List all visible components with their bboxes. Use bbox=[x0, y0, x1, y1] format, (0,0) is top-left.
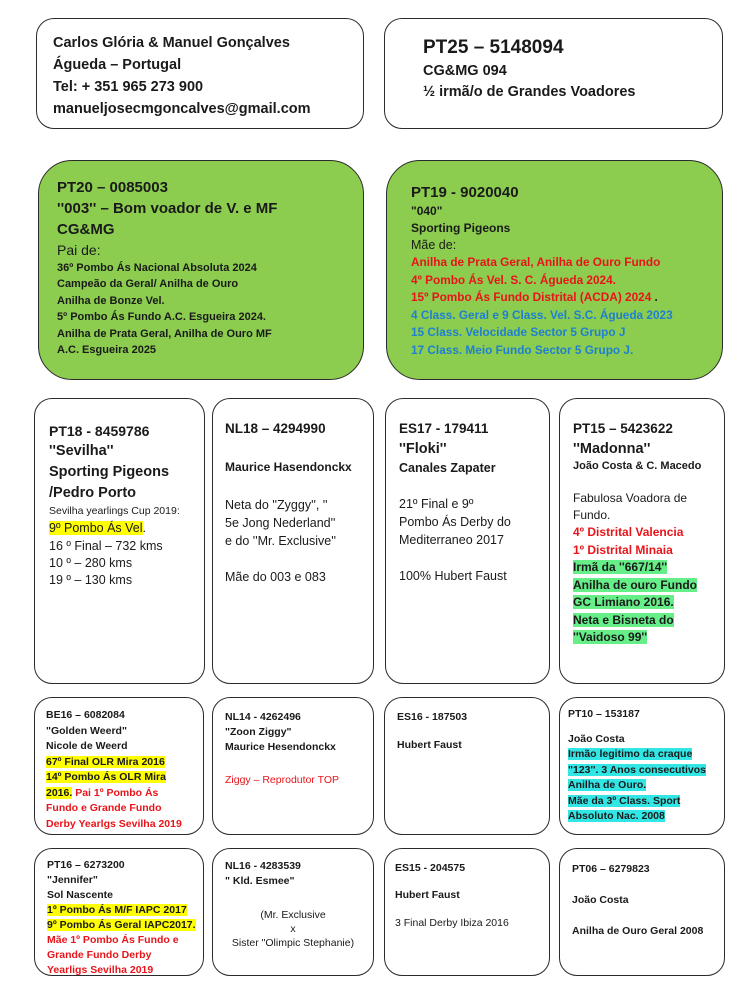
owner-email: manueljosecmgoncalves@gmail.com bbox=[53, 101, 311, 117]
father-ring: PT20 – 0085003 bbox=[57, 179, 168, 196]
grandparent-card-4 bbox=[559, 398, 725, 684]
great-grandparent-card-8 bbox=[559, 848, 725, 976]
ggp7-ring: ES15 - 204575 bbox=[395, 862, 466, 874]
grandparent-card-3 bbox=[385, 398, 550, 684]
great-grandparent-card-6 bbox=[212, 848, 374, 976]
gp2-breeder: Maurice Hasendonckx bbox=[225, 460, 352, 474]
mother-breeder: Sporting Pigeons bbox=[411, 221, 511, 235]
great-grandparent-card-7 bbox=[384, 848, 550, 976]
ggp1-breeder: Nicole de Weerd bbox=[46, 740, 128, 752]
main-code: CG&MG 094 bbox=[423, 63, 507, 79]
gp4-green-note: Anilha de ouro Fundo bbox=[573, 577, 697, 592]
ggp4-cyan-note: Anilha de Ouro. bbox=[568, 779, 647, 791]
owner-phone: Tel: + 351 965 273 900 bbox=[53, 79, 204, 95]
ggp2-red-note: Ziggy – Reprodutor TOP bbox=[225, 774, 340, 786]
ggp4-cyan-note: Absoluto Nac. 2008 bbox=[568, 810, 665, 822]
grandparent-card-2 bbox=[212, 398, 374, 684]
mother-red-result: 15º Pombo Ás Fundo Distrital (ACDA) 2024 bbox=[411, 290, 652, 305]
main-ring: PT25 – 5148094 bbox=[423, 37, 564, 58]
father-title: ''003'' – Bom voador de V. e MF bbox=[57, 200, 278, 217]
ggp6-name: " Kld. Esmee" bbox=[225, 875, 295, 887]
gp1-highlight: 9º Pombo Ás Vel bbox=[49, 521, 143, 535]
ggp1-yellow-result: 67º Final OLR Mira 2016 bbox=[46, 755, 165, 768]
gp4-red-result: 4º Distrital Valencia bbox=[573, 525, 684, 539]
gp4-green-note: ''Vaidoso 99'' bbox=[573, 630, 648, 644]
great-grandparent-card-2 bbox=[212, 697, 374, 835]
gp2-ring: NL18 – 4294990 bbox=[225, 421, 326, 436]
ggp1-red-result: Derby Yearlgs Sevilha 2019 bbox=[46, 817, 182, 830]
ggp2-name: "Zoon Ziggy" bbox=[225, 726, 292, 738]
gp2-note: Mãe do 003 e 083 bbox=[225, 570, 326, 584]
father-card bbox=[38, 160, 364, 380]
ggp4-cyan-note: Mãe da 3º Class. Sport bbox=[568, 794, 681, 807]
ggp7-breeder: Hubert Faust bbox=[395, 889, 460, 901]
ggp5-ring: PT16 – 6273200 bbox=[47, 859, 125, 871]
ggp1-yellow-result: 14º Pombo Ás OLR Mira bbox=[46, 771, 166, 783]
ggp4-cyan-note: "123''. 3 Anos consecutivos bbox=[568, 763, 706, 776]
ggp4-ring: PT10 – 153187 bbox=[568, 708, 640, 720]
gp4-desc: Fabulosa Voadora de bbox=[573, 491, 688, 505]
mother-blue-result: 17 Class. Meio Fundo Sector 5 Grupo J. bbox=[411, 342, 634, 357]
gp1-breeder: Sporting Pigeons bbox=[49, 464, 170, 480]
gp3-ring: ES17 - 179411 bbox=[399, 421, 489, 436]
gp1-breeder: /Pedro Porto bbox=[49, 485, 137, 501]
ggp5-yellow-result: 1º Pombo Ás M/F IAPC 2017 bbox=[47, 904, 187, 916]
gp1-cup: Sevilha yearlings Cup 2019: bbox=[49, 505, 180, 517]
ggp8-ring: PT06 – 6279823 bbox=[572, 863, 650, 875]
gp4-green-note: Neta e Bisneta do bbox=[573, 612, 674, 627]
gp3-desc: Pombo Ás Derby do bbox=[399, 515, 511, 529]
mother-name: "040" bbox=[411, 204, 443, 218]
ggp8-breeder: João Costa bbox=[572, 894, 629, 906]
mother-red-result: 4º Pombo Ás Vel. S. C. Águeda 2024. bbox=[411, 272, 616, 287]
gp3-breeder: Canales Zapater bbox=[399, 461, 496, 475]
ggp2-ring: NL14 - 4262496 bbox=[225, 711, 301, 723]
ggp6-parents: x bbox=[290, 923, 296, 935]
ggp6-parents: (Mr. Exclusive bbox=[260, 909, 326, 921]
ggp5-red-result: Yearligs Sevilha 2019 bbox=[47, 964, 154, 976]
main-note: ½ irmã/o de Grandes Voadores bbox=[423, 84, 636, 100]
gp4-ring: PT15 – 5423622 bbox=[573, 421, 673, 436]
father-result: Anilha de Bonze Vel. bbox=[57, 294, 165, 307]
gp1-result: 19 º – 130 kms bbox=[49, 573, 133, 587]
great-grandparent-card-5 bbox=[34, 848, 204, 976]
gp3-name: ''Floki'' bbox=[399, 441, 447, 457]
gp1-result: 16 º Final – 732 kms bbox=[49, 539, 163, 553]
great-grandparent-card-1 bbox=[34, 697, 204, 835]
ggp1-yellow-result: 2016. bbox=[46, 786, 73, 799]
ggp7-note: 3 Final Derby Ibiza 2016 bbox=[395, 917, 509, 929]
father-result: Campeão da Geral/ Anilha de Ouro bbox=[57, 278, 239, 291]
ggp5-red-result: Grande Fundo Derby bbox=[47, 949, 152, 961]
gp4-green-note: Irmã da ''667/14'' bbox=[573, 560, 668, 574]
grandparent-card-1 bbox=[34, 398, 205, 684]
gp2-desc: e do ''Mr. Exclusive'' bbox=[225, 534, 336, 548]
ggp1-name: "Golden Weerd" bbox=[46, 724, 127, 737]
ggp4-breeder: João Costa bbox=[568, 732, 625, 745]
gp2-desc: 5e Jong Nederland'' bbox=[225, 516, 336, 530]
mother-ring: PT19 - 9020040 bbox=[411, 184, 519, 201]
ggp5-red-result: Mãe 1º Pombo Ás Fundo e bbox=[47, 934, 179, 946]
ggp6-ring: NL16 - 4283539 bbox=[225, 860, 301, 872]
father-result: A.C. Esgueira 2025 bbox=[57, 344, 157, 357]
ggp5-breeder: Sol Nascente bbox=[47, 889, 113, 901]
ggp3-ring: ES16 - 187503 bbox=[397, 711, 468, 723]
mother-blue-result: 4 Class. Geral e 9 Class. Vel. S.C. Águeda 2023 bbox=[411, 307, 673, 322]
great-grandparent-card-3 bbox=[384, 697, 550, 835]
father-result: Anilha de Prata Geral, Anilha de Ouro MF bbox=[57, 327, 272, 340]
gp3-note: 100% Hubert Faust bbox=[399, 569, 507, 583]
father-result: 5º Pombo Ás Fundo A.C. Esgueira 2024. bbox=[57, 311, 266, 324]
gp4-breeder: João Costa & C. Macedo bbox=[573, 460, 702, 472]
owner-card bbox=[36, 18, 364, 129]
owner-name: Carlos Glória & Manuel Gonçalves bbox=[53, 35, 290, 51]
ggp1-ring: BE16 – 6082084 bbox=[46, 709, 125, 721]
ggp5-yellow-result: 9º Pombo Ás Geral IAPC2017. bbox=[47, 919, 196, 931]
mother-red-suffix: . bbox=[651, 290, 658, 305]
gp1-name: ''Sevilha'' bbox=[49, 443, 114, 459]
ggp2-breeder: Maurice Hesendonckx bbox=[225, 741, 336, 753]
mother-card bbox=[386, 160, 723, 380]
mother-intro: Mãe de: bbox=[411, 238, 457, 252]
ggp3-breeder: Hubert Faust bbox=[397, 739, 462, 751]
ggp1-red-result: Pai 1º Pombo Ás bbox=[72, 786, 159, 799]
gp4-desc: Fundo. bbox=[573, 508, 611, 522]
father-intro: Pai de: bbox=[57, 242, 101, 258]
ggp5-name: "Jennifer" bbox=[47, 874, 98, 886]
ggp4-cyan-note: Irmão legitimo da craque bbox=[568, 748, 693, 760]
mother-blue-result: 15 Class. Velocidade Sector 5 Grupo J bbox=[411, 325, 626, 340]
gp1-ring: PT18 - 8459786 bbox=[49, 423, 150, 439]
main-bird-card bbox=[384, 18, 723, 129]
ggp8-note: Anilha de Ouro Geral 2008 bbox=[572, 925, 704, 937]
gp2-desc: Neta do ''Zyggy'', '' bbox=[225, 498, 328, 512]
owner-location: Águeda – Portugal bbox=[53, 57, 182, 73]
great-grandparent-card-4 bbox=[559, 697, 725, 835]
gp3-desc: 21º Final e 9º bbox=[399, 497, 474, 511]
gp4-green-note: GC Limiano 2016. bbox=[573, 595, 674, 609]
mother-red-result: Anilha de Prata Geral, Anilha de Ouro Fundo bbox=[411, 255, 661, 269]
ggp1-red-result: Fundo e Grande Fundo bbox=[46, 802, 162, 814]
gp3-desc: Mediterraneo 2017 bbox=[399, 533, 504, 547]
ggp6-parents: Sister "Olimpic Stephanie) bbox=[231, 937, 355, 949]
gp4-red-result: 1º Distrital Minaia bbox=[573, 542, 673, 557]
father-result: 36º Pombo Ás Nacional Absoluta 2024 bbox=[57, 262, 257, 274]
gp1-result: 10 º – 280 kms bbox=[49, 556, 133, 570]
father-breeder: CG&MG bbox=[57, 221, 115, 238]
gp4-name: ''Madonna'' bbox=[573, 441, 651, 457]
gp1-highlight-suffix: . bbox=[142, 521, 146, 535]
